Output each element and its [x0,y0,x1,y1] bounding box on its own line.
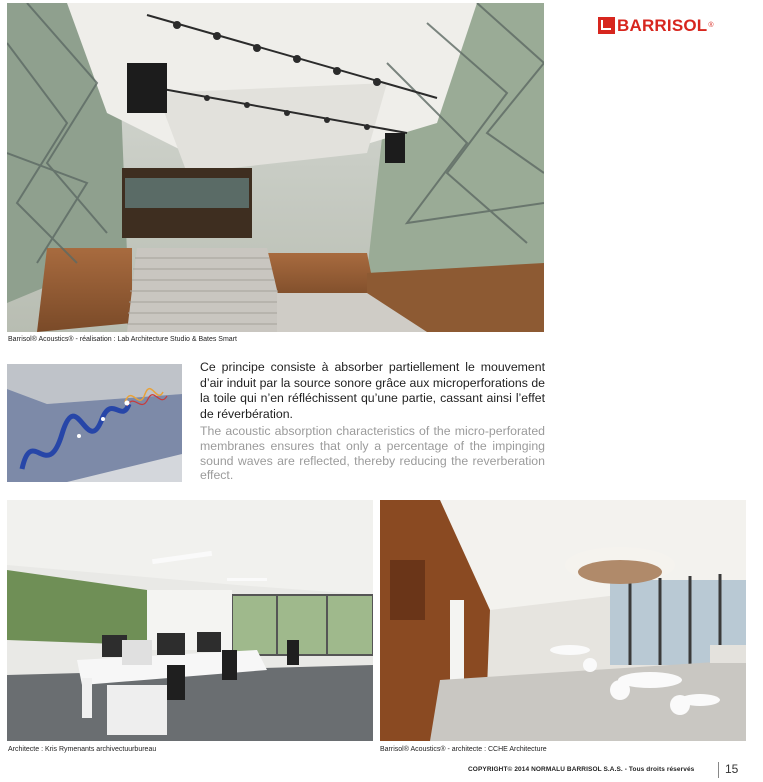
brand-name: BARRISOL [617,15,708,35]
barrisol-logo [598,14,748,36]
footer-divider [718,762,719,778]
description-english: The acoustic absorption characteristics of the micro-perforated membranes ensures that only a percentage of the impinging sound waves are reflected, thereby reducing the reverberation effect. [200,424,545,483]
auditorium-caption: Barrisol® Acoustics® - réalisation : Lab Architecture Studio & Bates Smart [8,336,237,343]
office-illustration [7,500,373,741]
restaurant-caption: Barrisol® Acoustics® - architecte : CCHE Architecture [380,746,547,753]
auditorium-illustration [7,3,544,332]
brand-reg-mark: ® [708,21,714,29]
restaurant-illustration [380,500,746,741]
restaurant-photo [380,500,746,741]
office-caption: Architecte : Kris Rymenants archivectuurbureau [8,746,157,753]
acoustic-wave-illustration [7,364,182,482]
page-number: 15 [725,762,739,776]
barrisol-logo-icon [598,17,615,34]
office-photo [7,500,373,741]
description-french: Ce principe consiste à absorber partiellement le mouvement d’air induit par la source sonore grâce aux microperforations de la toile qui n’en réfléchissent qu’une partie, cassant ainsi l’effet de réverbération. [200,360,545,421]
acoustic-wave-graphic [7,364,182,482]
auditorium-photo [7,3,544,332]
footer-copyright: COPYRIGHT© 2014 NORMALU BARRISOL S.A.S. - Tous droits réservés [468,766,695,773]
